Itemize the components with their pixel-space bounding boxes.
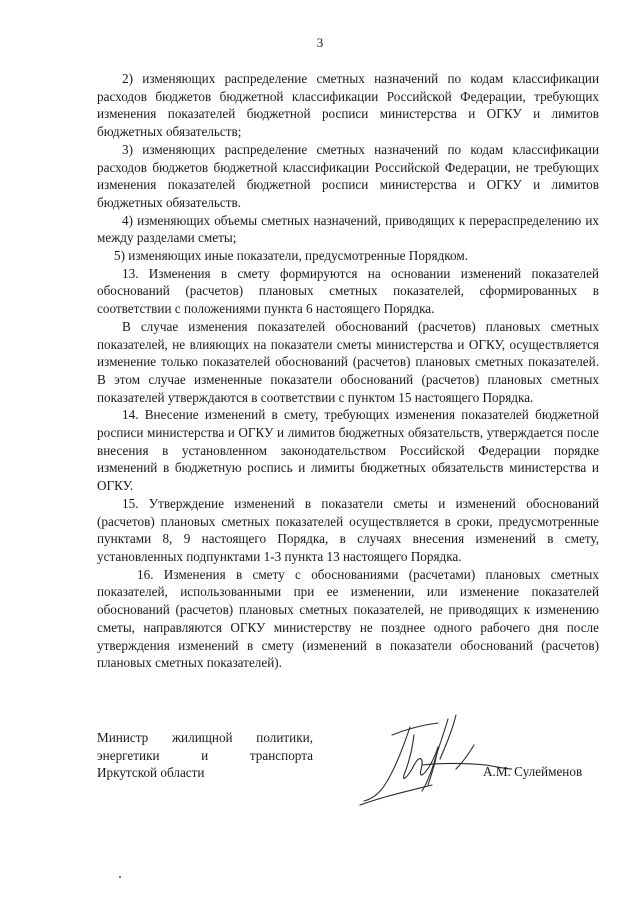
paragraph-14: 14. Внесение изменений в смету, требующих изменения показателей бюджетной росписи министерства и ОГКУ и лимитов бюджетных обязательств, утверждается после внесения в установленном законодательством Российской Федерации порядке изменений в бюджетную роспись и лимиты бюджетных обязательств министерства и ОГКУ.: [97, 407, 599, 494]
paragraph-item-2: 2) изменяющих распределение сметных назначений по кодам классификации расходов бюджетов бюджетной классификации Российской Федерации, требующих изменения показателей бюджетной росписи министерства и ОГКУ и лимитов бюджетных обязательств;: [97, 71, 599, 140]
paragraph-15: 15. Утверждение изменений в показатели сметы и изменений обоснований (расчетов) плановых сметных показателей осуществляется в сроки, предусмотренные пунктами 8, 9 настоящего Порядка, в случаях внесения изменений в смету, установленных подпунктами 1-3 пункта 13 настоящего Порядка.: [97, 495, 599, 564]
paragraph-16: 16. Изменения в смету с обоснованиями (расчетами) плановых сметных показателей, использованными при ее изменении, или изменение показателей обоснований (расчетов) плановых сметных показателей, не приводящих к изменению сметы, направляются ОГКУ министерству не позднее одного рабочего дня после утверждения изменений в смету (изменений в показатели обоснований (расчетов) плановых сметных показателей).: [97, 566, 599, 671]
signatory-title-line-3: Иркутской области: [97, 765, 205, 780]
handwritten-signature: [352, 705, 512, 815]
page-number: 3: [316, 35, 324, 50]
paragraph-item-5: 5) изменяющих иные показатели, предусмотренные Порядком.: [114, 248, 469, 264]
document-body: [97, 70, 599, 672]
paragraph-13-case: В случае изменения показателей обоснований (расчетов) плановых сметных показателей, не влияющих на показатели сметы министерства и ОГКУ, осуществляется изменение только показателей обоснований (расчетов) плановых сметных показателей. В этом случае измененные показатели обоснований (расчетов) плановых сметных показателей утверждаются в соответствии с пунктом 15 настоящего Порядка.: [97, 318, 599, 405]
signatory-title-line-2: энергетики и транспорта: [97, 747, 313, 763]
paragraph-item-4: 4) изменяющих объемы сметных назначений, приводящих к перераспределению их между разделами сметы;: [97, 212, 599, 246]
signer-name: А.М. Сулейменов: [483, 764, 583, 779]
scan-speck: [119, 876, 121, 878]
paragraph-13: 13. Изменения в смету формируются на основании изменений показателей обоснований (расчетов) плановых сметных показателей, сформированных в соответствии с положениями пункта 6 настоящего Порядка.: [97, 265, 599, 317]
signatory-title-line-1: Министр жилищной политики,: [97, 730, 313, 745]
paragraph-item-3: 3) изменяющих распределение сметных назначений по кодам классификации расходов бюджетов бюджетной классификации Российской Федерации, не требующих изменения показателей бюджетной росписи министерства и ОГКУ и лимитов бюджетных обязательств.: [97, 141, 599, 210]
signatory-title: [97, 729, 313, 782]
